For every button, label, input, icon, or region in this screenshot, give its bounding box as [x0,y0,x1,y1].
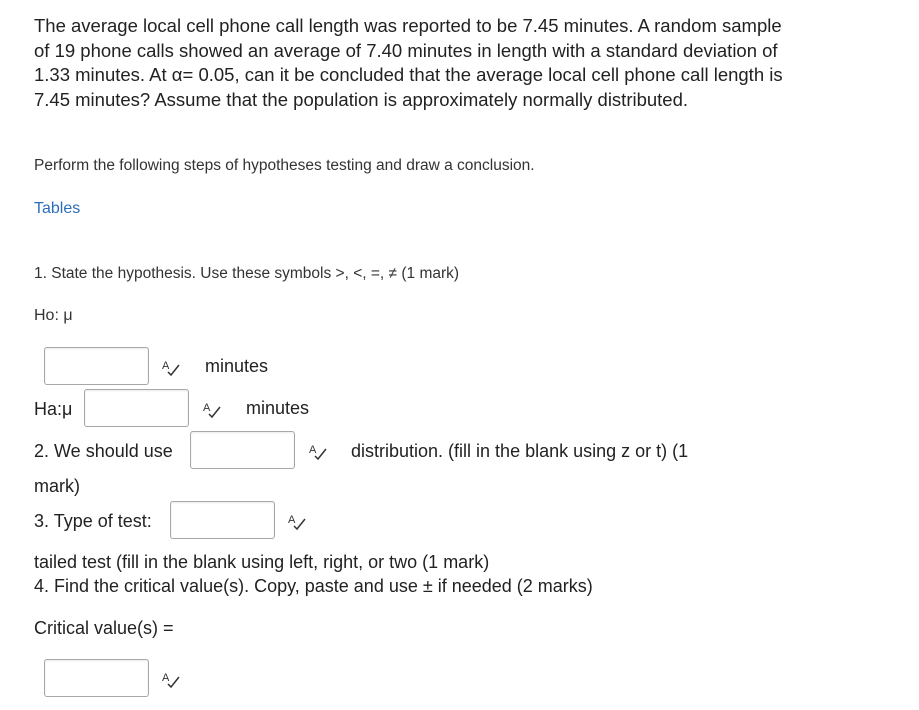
ha-value-input[interactable] [85,390,188,426]
step2-suffix: distribution. (fill in the blank using z or t) (1 [351,441,689,461]
test-type-field[interactable] [170,501,275,539]
ha-label: Ha:μ [34,399,73,419]
step1-label: 1. State the hypothesis. Use these symbols >, <, =, ≠ (1 mark) [34,265,460,282]
critical-value-label: Critical value(s) = [34,618,174,638]
ho-label: Ho: μ [34,307,73,324]
test-type-input[interactable] [171,502,274,538]
distribution-field[interactable] [190,431,295,469]
svg-text:A: A [288,514,296,526]
critical-value-field[interactable] [44,659,149,697]
ha-unit: minutes [246,398,310,418]
distribution-input[interactable] [191,432,294,468]
spellcheck-icon[interactable] [287,511,307,531]
instruction-text: Perform the following steps of hypotheses testing and draw a conclusion. [34,157,535,174]
step2-prefix: 2. We should use [34,441,173,461]
spellcheck-icon[interactable] [202,399,222,419]
step3-prefix: 3. Type of test: [34,511,152,531]
spellcheck-icon[interactable] [161,669,181,689]
ho-value-field[interactable] [44,347,149,385]
svg-text:A: A [309,444,317,456]
ho-value-input[interactable] [45,348,148,384]
step3-suffix: tailed test (fill in the blank using left, right, or two (1 mark) [34,552,490,572]
svg-text:A: A [162,672,170,684]
tables-link[interactable]: Tables [34,200,81,217]
critical-value-input[interactable] [45,660,148,696]
step4-label: 4. Find the critical value(s). Copy, paste and use ± if needed (2 marks) [34,576,593,596]
spellcheck-icon[interactable] [161,357,181,377]
step2-wrap: mark) [34,476,80,496]
question-text: The average local cell phone call length was reported to be 7.45 minutes. A random sample of 19 phone calls showed an average of 7.40 minutes in length with a standard deviation of 1.33 minutes. At α= 0.05, can it be concluded that the average local cell phone call length is 7.45 minutes? Assume that the population is approximately normally distributed. [34,15,783,110]
ha-value-field[interactable] [84,389,189,427]
ho-unit: minutes [205,356,269,376]
svg-text:A: A [203,402,211,414]
svg-text:A: A [162,360,170,372]
spellcheck-icon[interactable] [308,441,328,461]
